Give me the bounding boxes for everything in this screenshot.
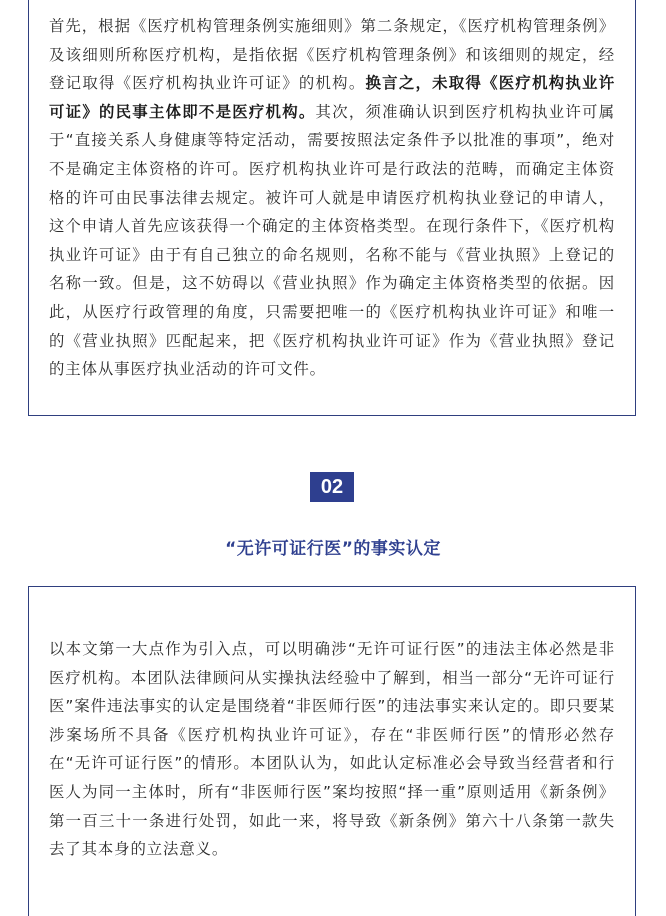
body-paragraph-1 bbox=[49, 12, 615, 384]
content-box-section-2 bbox=[28, 586, 636, 916]
emphasis-text: 换言之，未取得《医疗机构执业许可证》的民事主体即不是医疗机构。 bbox=[49, 74, 615, 121]
section-title: “无许可证行医”的事实认定 bbox=[225, 539, 441, 559]
section-number-badge: 02 bbox=[310, 472, 354, 502]
body-paragraph-2: 以本文第一大点作为引入点，可以明确涉“无许可证行医”的违法主体必然是非医疗机构。本团队法律顾问从实操执法经验中了解到，相当一部分“无许可证行医”案件违法事实的认定是围绕着“非医师行医”的违法事实来认定的。即只要某涉案场所不具备《医疗机构执业许可证》，存在“非医师行医”的情形必然存在“无许可证行医”的情形。本团队认为，如此认定标准必会导致当经营者和行医人为同一主体时，所有“非医师行医”案均按照“择一重”原则适用《新条例》第一百三十一条进行处罚，如此一来，将导致《新条例》第六十八条第一款失去了其本身的立法意义。 bbox=[49, 640, 615, 859]
content-box-section-1 bbox=[28, 0, 636, 416]
paragraph-text: 其次，须准确认识到医疗机构执业许可属于“直接关系人身健康等特定活动，需要按照法定条件予以批准的事项”，绝对不是确定主体资格的许可。医疗机构执业许可是行政法的范畴，而确定主体资格的许可由民事法律去规定。被许可人就是申请医疗机构执业登记的申请人，这个申请人首先应该获得一个确定的主体资格类型。在现行条件下，《医疗机构执业许可证》由于有自己独立的命名规则，名称不能与《营业执照》上登记的名称一致。但是，这不妨碍以《营业执照》作为确定主体资格类型的依据。因此，从医疗行政管理的角度，只需要把唯一的《医疗机构执业许可证》和唯一的《营业执照》匹配起来，把《医疗机构执业许可证》作为《营业执照》登记的主体从事医疗执业活动的许可文件。 bbox=[49, 102, 616, 379]
paragraph-text: 首先，根据《医疗机构管理条例实施细则》第二条规定，《医疗机构管理条例》及该细则所称医疗机构，是指依据《医疗机构管理条例》和该细则的规定，经登记取得《医疗机构执业许可证》的机构。 bbox=[49, 17, 615, 93]
